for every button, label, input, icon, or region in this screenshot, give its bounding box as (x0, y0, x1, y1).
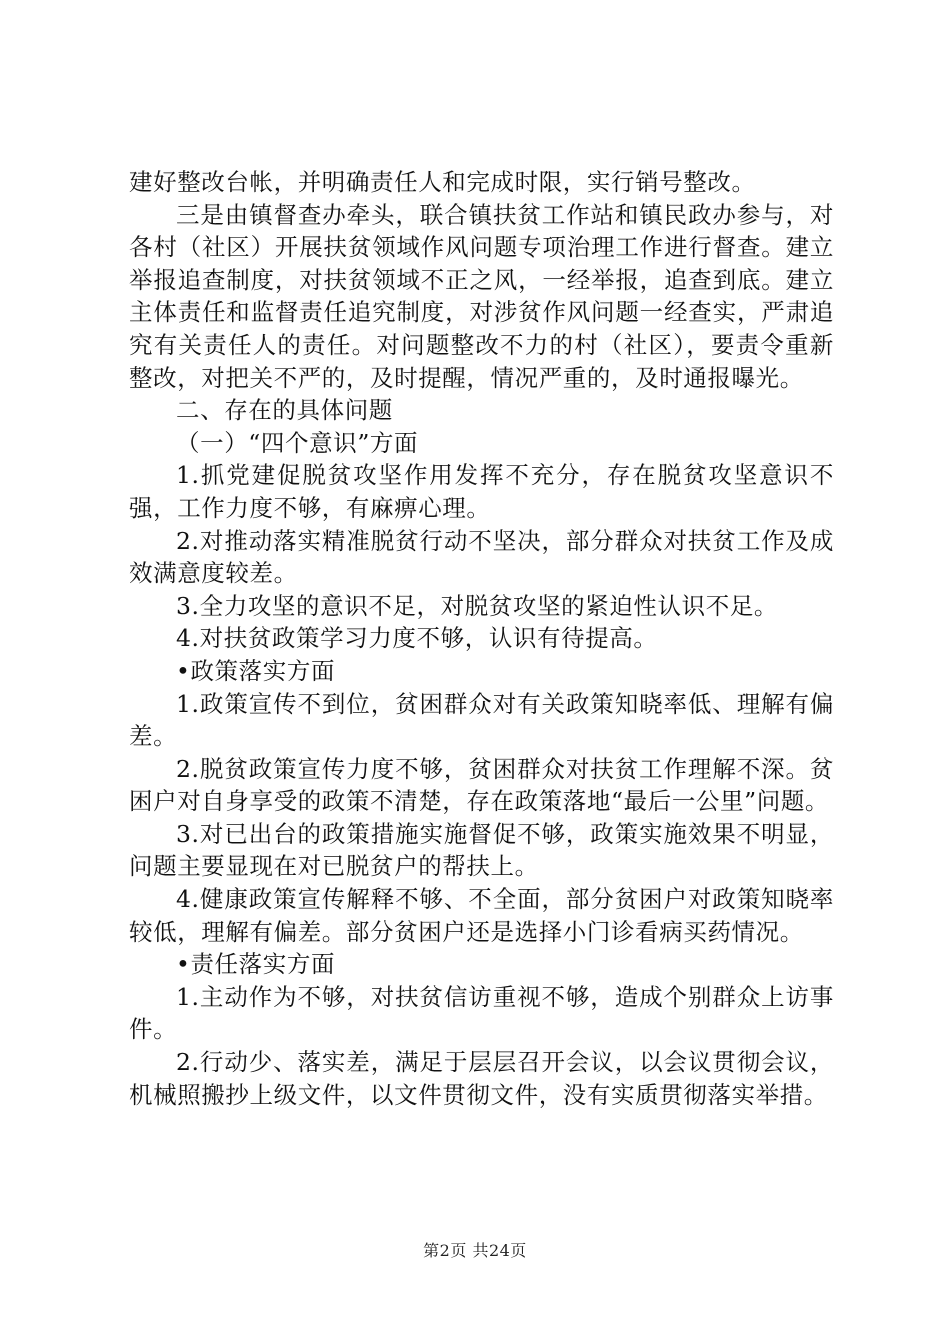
list-item: 1.抓党建促脱贫攻坚作用发挥不充分，存在脱贫攻坚意识不强，工作力度不够，有麻痹心理。 (129, 461, 834, 522)
list-item: 3.全力攻坚的意识不足，对脱贫攻坚的紧迫性认识不足。 (176, 591, 779, 620)
list-item: 1.政策宣传不到位，贫困群众对有关政策知晓率低、理解有偏差。 (129, 689, 834, 751)
subsection-heading-four-consciousness: （一）“四个意识”方面 (176, 428, 419, 457)
subsection-heading-policy: •政策落实方面 (176, 656, 336, 685)
paragraph-1: 建好整改台帐，并明确责任人和完成时限，实行销号整改。 (129, 168, 756, 196)
document-body (129, 166, 834, 1111)
list-item: 4.对扶贫政策学习力度不够，认识有待提高。 (176, 624, 658, 653)
page-number-footer: 第2页 共24页 (423, 1241, 527, 1260)
section-heading-problems: 二、存在的具体问题 (176, 396, 393, 425)
paragraph-2: 三是由镇督查办牵头，联合镇扶贫工作站和镇民政办参与，对各村（社区）开展扶贫领域作风问题专项治理工作进行督查。建立举报追查制度，对扶贫领域不正之风，一经举报，追查到底。建立主体责任和监督责任追究制度，对涉贫作风问题一经查实，严肃追究有关责任人的责任。对问题整改不力的村（社区），要责令重新整改，对把关不严的，及时提醒，情况严重的，及时通报曝光。 (129, 200, 834, 392)
list-item: 1.主动作为不够，对扶贫信访重视不够，造成个别群众上访事件。 (129, 982, 834, 1044)
subsection-heading-responsibility: •责任落实方面 (176, 950, 336, 979)
list-item: 2.行动少、落实差，满足于层层召开会议，以会议贯彻会议，机械照搬抄上级文件，以文件贯彻文件，没有实质贯彻落实举措。 (129, 1048, 834, 1109)
list-item: 4.健康政策宣传解释不够、不全面，部分贫困户对政策知晓率较低，理解有偏差。部分贫困户还是选择小门诊看病买药情况。 (129, 885, 834, 946)
list-item: 3.对已出台的政策措施实施督促不够，政策实施效果不明显，问题主要显现在对已脱贫户的帮扶上。 (129, 819, 834, 881)
list-item: 2.对推动落实精准脱贫行动不坚决，部分群众对扶贫工作及成效满意度较差。 (129, 526, 834, 588)
list-item: 2.脱贫政策宣传力度不够，贫困群众对扶贫工作理解不深。贫困户对自身享受的政策不清楚，存在政策落地“最后一公里”问题。 (129, 754, 834, 816)
